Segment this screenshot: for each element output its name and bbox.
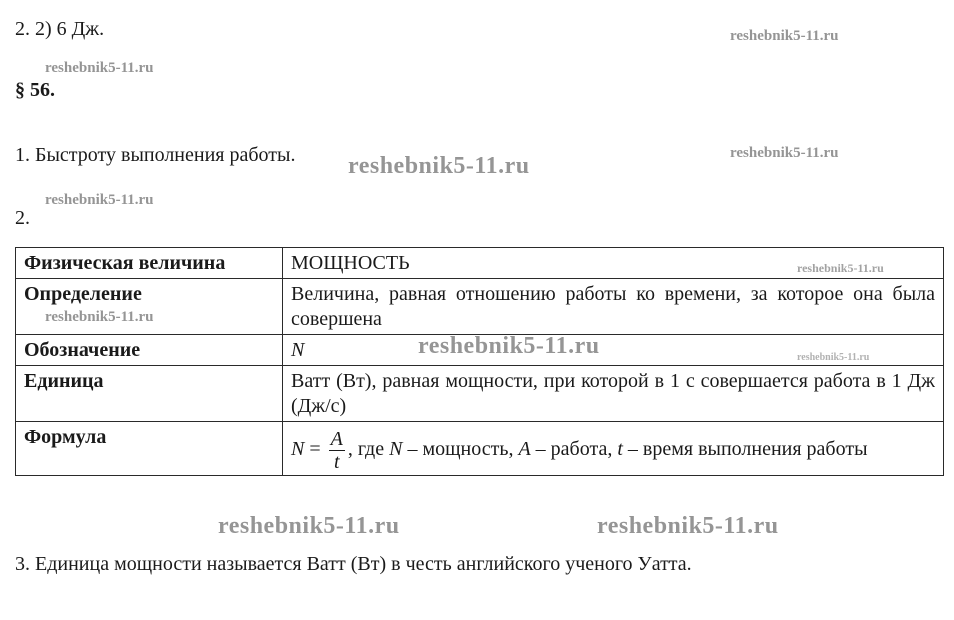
row-name: Формула [16,422,283,476]
fraction-numerator: A [330,428,343,450]
section-heading: § 56. [15,79,55,101]
formula-lhs: N [291,438,305,461]
table-row [16,422,944,476]
watermark: reshebnik5-11.ru [218,513,400,539]
previous-answer: 2. 2) 6 Дж. [15,18,105,40]
watermark: reshebnik5-11.ru [797,261,884,275]
row-value: N [283,335,944,366]
row-name: Обозначение [16,335,283,366]
row-value: МОЩНОСТЬ [283,248,944,279]
answer-2-label: 2. [15,207,30,229]
table-row [16,279,944,335]
formula-where: , где [347,438,385,461]
symbol-t-desc: – время выполнения работы [627,438,868,461]
symbol-n-desc: – мощность, [407,438,514,461]
watermark: reshebnik5-11.ru [418,333,600,359]
row-value: Ватт (Вт), равная мощности, при которой в 1 с совершается работа в 1 Дж (Дж/с) [283,366,944,422]
watermark: reshebnik5-11.ru [597,513,779,539]
formula-fraction [329,428,345,473]
formula-cell [283,422,944,476]
symbol-t: t [617,438,623,461]
formula-eq: = [309,438,321,461]
watermark: reshebnik5-11.ru [730,145,839,161]
table-row [16,366,944,422]
row-name: Единица [16,366,283,422]
row-name: Физическая величина [16,248,283,279]
symbol-a: A [518,438,531,461]
watermark: reshebnik5-11.ru [348,153,530,179]
symbol-n: N [389,438,403,461]
watermark: reshebnik5-11.ru [730,28,839,44]
row-name: Определение [16,279,283,335]
symbol-a-desc: – работа, [535,438,613,461]
watermark: reshebnik5-11.ru [797,352,870,363]
row-value: Величина, равная отношению работы ко времени, за которое она была совершена [283,279,944,335]
watermark: reshebnik5-11.ru [45,192,154,208]
fraction-denominator: t [333,451,340,473]
watermark: reshebnik5-11.ru [45,309,154,325]
watermark: reshebnik5-11.ru [45,60,154,76]
answer-3: 3. Единица мощности называется Ватт (Вт) в честь английского ученого Уатта. [15,553,692,575]
answer-1: 1. Быстроту выполнения работы. [15,144,296,166]
